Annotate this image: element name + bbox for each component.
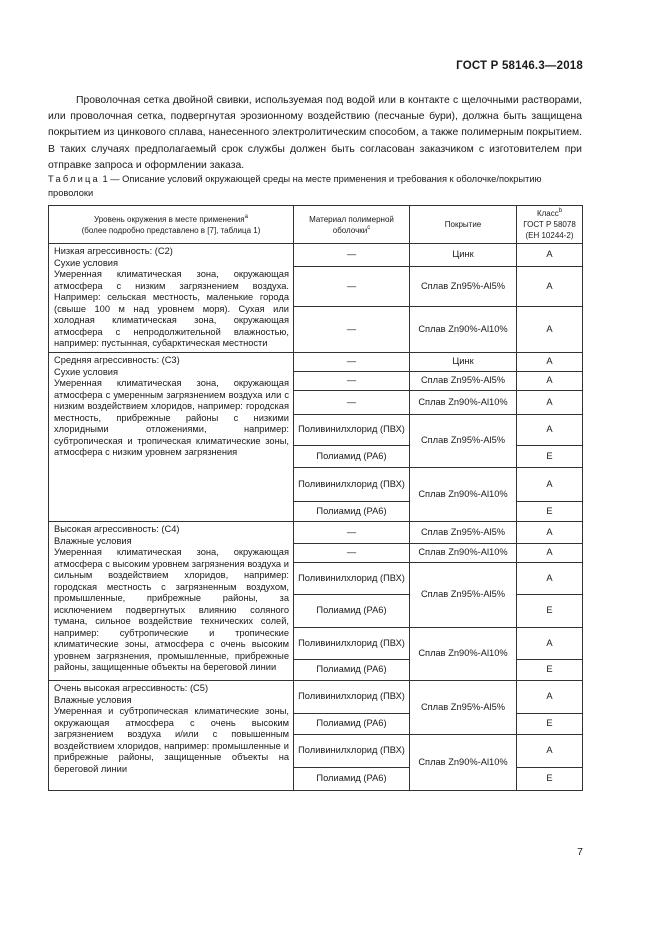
material-cell: —: [294, 372, 410, 391]
environment-subtitle: Влажные условия: [54, 535, 132, 546]
material-cell: Полиамид (РА6): [294, 660, 410, 681]
class-cell: А: [517, 681, 583, 714]
coating-cell: Цинк: [410, 244, 517, 267]
table-row: [49, 353, 583, 372]
table-caption-number: 1: [102, 174, 108, 184]
header-class: Класс$^b$ ГОСТ Р 58078 (EH 10244-2): [517, 206, 583, 244]
material-cell: Поливинилхлорид (ПВХ): [294, 563, 410, 595]
material-cell: Поливинилхлорид (ПВХ): [294, 468, 410, 502]
coating-cell: Сплав Zn95%-Al5%: [410, 372, 517, 391]
material-cell: Поливинилхлорид (ПВХ): [294, 681, 410, 714]
environment-title: Очень высокая агрессивность: (С5): [54, 683, 209, 693]
material-cell: Полиамид (РА6): [294, 714, 410, 735]
environment-description: [49, 522, 294, 681]
material-cell: —: [294, 544, 410, 563]
environment-description: [49, 244, 294, 353]
header-material: Материал полимерной оболочки$^с$: [294, 206, 410, 244]
class-cell: Е: [517, 660, 583, 681]
environment-title: Средняя агрессивность: (С3): [54, 355, 180, 365]
coating-cell: Сплав Zn90%-Al10%: [410, 735, 517, 791]
class-cell: А: [517, 468, 583, 502]
environment-description: Умеренная и субтропическая климатические зоны, окружающая атмосфера с очень высоким загрязнением воздуха и/или с повышенным воздействием хлоридов, например: промышленные и прибрежные районы, защищенные объекты на береговой линии: [54, 706, 289, 774]
class-cell: А: [517, 391, 583, 415]
environment-subtitle: Сухие условия: [54, 257, 119, 268]
coating-cell: Сплав Zn95%-Al5%: [410, 681, 517, 735]
material-cell: —: [294, 307, 410, 353]
material-cell: Поливинилхлорид (ПВХ): [294, 415, 410, 446]
class-cell: А: [517, 563, 583, 595]
coating-cell: Сплав Zn95%-Al5%: [410, 563, 517, 628]
table-row: [49, 244, 583, 267]
page-number: 7: [577, 846, 583, 858]
material-cell: Полиамид (РА6): [294, 446, 410, 468]
class-cell: А: [517, 353, 583, 372]
material-cell: —: [294, 267, 410, 307]
environment-description: [49, 353, 294, 522]
table-body: [49, 244, 583, 791]
coating-cell: Сплав Zn90%-Al10%: [410, 628, 517, 681]
environment-title: Низкая агрессивность: (С2): [54, 246, 173, 256]
material-cell: Поливинилхлорид (ПВХ): [294, 735, 410, 768]
table-row: [49, 522, 583, 544]
table-caption-text: — Описание условий окружающей среды на месте применения и требования к оболочке/покрытию проволоки: [48, 174, 542, 198]
intro-text: [48, 93, 582, 174]
class-cell: А: [517, 522, 583, 544]
class-cell: А: [517, 267, 583, 307]
environment-title: Высокая агрессивность: (С4): [54, 524, 180, 534]
class-cell: Е: [517, 595, 583, 628]
header-coating: Покрытие: [410, 206, 517, 244]
coating-cell: Сплав Zn90%-Al10%: [410, 544, 517, 563]
coating-cell: Сплав Zn95%-Al5%: [410, 267, 517, 307]
coating-cell: Сплав Zn90%-Al10%: [410, 307, 517, 353]
material-cell: —: [294, 353, 410, 372]
class-cell: Е: [517, 768, 583, 791]
class-cell: Е: [517, 714, 583, 735]
intro-paragraph: Проволочная сетка двойной свивки, используемая под водой или в контакте с щелочными растворами, или проволочная сетка, подвергнутая эрозионному воздействию (песчаные бури), должна быть защищена покрытием из цинкового сплава, нанесенного электролитическим способом, а также полимерным покрытием. В таких случаях предполагаемый срок службы должен быть согласован заказчиком с изготовителем при отправке запроса и оформлении заказа.: [48, 95, 582, 171]
environment-description: Умеренная климатическая зона, окружающая атмосфера с низким загрязнением воздуха. Например: сельская местность, маленькие города (свыше 100 м над уровнем моря). Сухая или холодная климатическая зона, окружающая атмосфера с непродолжительной влажностью, например: пустынная, субарктическая местности: [54, 269, 289, 348]
environment-table: [48, 205, 583, 791]
material-cell: Полиамид (РА6): [294, 595, 410, 628]
coating-cell: Цинк: [410, 353, 517, 372]
coating-cell: Сплав Zn90%-Al10%: [410, 391, 517, 415]
environment-subtitle: Влажные условия: [54, 694, 132, 705]
table-header-row: [49, 206, 583, 244]
document-code: ГОСТ Р 58146.3—2018: [456, 60, 583, 72]
header-environment: Уровень окружения в месте применения$^а$ (более подробно представлено в [7], таблица 1): [49, 206, 294, 244]
material-cell: Полиамид (РА6): [294, 768, 410, 791]
class-cell: А: [517, 628, 583, 660]
material-cell: —: [294, 522, 410, 544]
environment-subtitle: Сухие условия: [54, 366, 119, 377]
class-cell: Е: [517, 502, 583, 522]
class-cell: Е: [517, 446, 583, 468]
material-cell: Поливинилхлорид (ПВХ): [294, 628, 410, 660]
material-cell: —: [294, 244, 410, 267]
table-row: [49, 681, 583, 714]
environment-description: Умеренная климатическая зона, окружающая атмосфера с умеренным загрязнением воздуха или с низким воздействием хлоридов, например: городская местность, прибрежные районы с низкими хлоридными отложениями, например: субтропическая и тропическая климатические зоны, атмосфера с низким уровнем загрязнения: [54, 378, 289, 457]
class-cell: А: [517, 372, 583, 391]
class-cell: А: [517, 735, 583, 768]
table-caption: [48, 173, 582, 200]
material-cell: Полиамид (РА6): [294, 502, 410, 522]
material-cell: —: [294, 391, 410, 415]
class-cell: А: [517, 415, 583, 446]
coating-cell: Сплав Zn90%-Al10%: [410, 468, 517, 522]
table-caption-label: Таблица: [48, 174, 100, 184]
coating-cell: Сплав Zn95%-Al5%: [410, 522, 517, 544]
class-cell: А: [517, 307, 583, 353]
environment-description: [49, 681, 294, 791]
coating-cell: Сплав Zn95%-Al5%: [410, 415, 517, 468]
class-cell: А: [517, 244, 583, 267]
class-cell: А: [517, 544, 583, 563]
environment-description: Умеренная климатическая зона, окружающая атмосфера с высоким уровнем загрязнения воздуха и сильным воздействием хлоридов, например: городская местность с загрязненным воздухом, промышленные, прибрежные районы, за исключением подвергнутых влиянию соляного тумана, сильное воздействие технических солей, например: субтропические и тропические климатические зоны, атмосфера с очень высоким уровнем загрязнения, промышленные, прибрежные районы, защищенные объекты на береговой линии: [54, 547, 289, 672]
